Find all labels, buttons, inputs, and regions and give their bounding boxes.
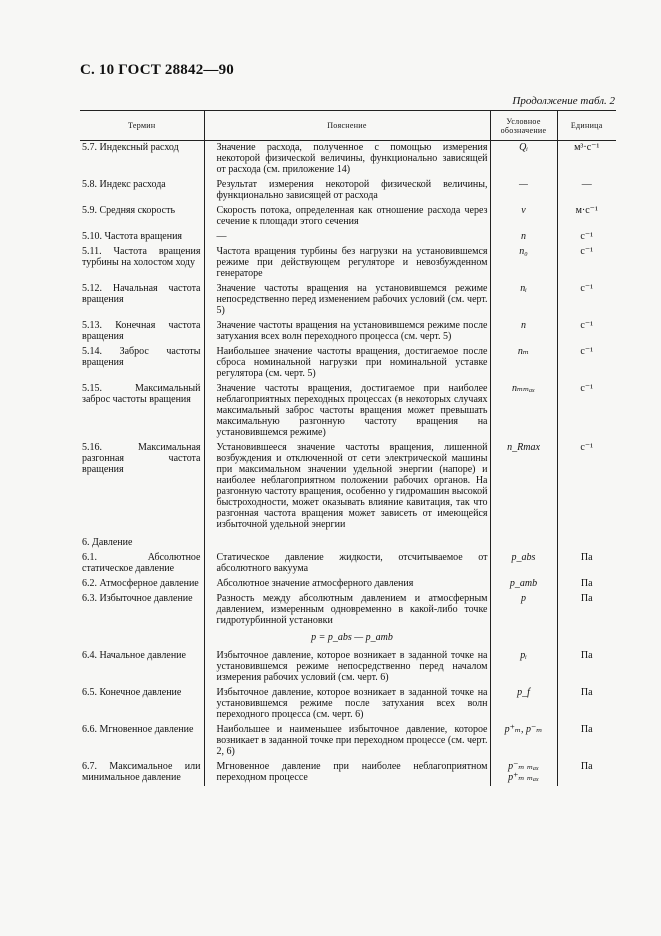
symbol-cell [490, 551, 557, 577]
symbol-cell [490, 345, 557, 382]
unit-cell: м³·с⁻¹ [557, 141, 616, 179]
explanation-cell [204, 245, 490, 282]
explanation-text: Наибольшее значение частоты вращения, достигаемое после сброса номинальной нагрузки при номинальной уставке регулятора (см. черт. 5) [216, 346, 488, 379]
term-cell: 5.9. Средняя скорость [82, 205, 176, 216]
term-cell: 6.2. Атмосферное давление [82, 578, 199, 589]
explanation-text: Значение частоты вращения, достигаемое при наиболее неблагоприятных переходных процессах (в некоторых случаях максимальный заброс частоты вращения может превышать максимальную разгонную частоту вращения на установившемся режиме) [216, 383, 488, 438]
table-row [80, 649, 616, 686]
table-row [80, 686, 616, 723]
symbol-cell [490, 723, 557, 760]
explanation-cell [204, 345, 490, 382]
table-row [80, 204, 616, 230]
table-row [80, 319, 616, 345]
symbol-text-secondary: p⁺ₘ ₘₐₓ [508, 772, 539, 783]
explanation-cell [204, 723, 490, 760]
terms-table [80, 110, 616, 786]
unit-cell [557, 533, 616, 551]
explanation-text: Значение расхода, полученное с помощью измерения некоторой физической величины, функционально зависящей от расхода (см. приложение 14) [216, 142, 488, 175]
symbol-text: nᵢ [520, 283, 527, 294]
unit-cell: м·с⁻¹ [557, 204, 616, 230]
symbol-text: n [521, 231, 526, 242]
explanation-cell [204, 592, 490, 649]
symbol-cell [490, 577, 557, 592]
explanation-cell [204, 178, 490, 204]
explanation-text: Статическое давление жидкости, отсчитываемое от абсолютного вакуума [216, 552, 488, 574]
explanation-cell [204, 551, 490, 577]
unit-cell: Па [557, 592, 616, 649]
explanation-cell [204, 686, 490, 723]
table-row [80, 577, 616, 592]
page-header: С. 10 ГОСТ 28842—90 [80, 62, 234, 78]
table-row [80, 230, 616, 245]
symbol-cell [490, 178, 557, 204]
unit-cell: Па [557, 649, 616, 686]
symbol-cell [490, 441, 557, 533]
unit-cell: Па [557, 686, 616, 723]
explanation-text: Значение частоты вращения на установившемся режиме после затухания всех волн переходного процесса (см. черт. 5) [216, 320, 488, 342]
term-cell: 5.13. Конечная частота вращения [82, 320, 201, 342]
section-row [80, 533, 616, 551]
symbol-cell [490, 686, 557, 723]
table-row [80, 592, 616, 649]
symbol-text: p [521, 593, 526, 604]
term-cell: 6.6. Мгновенное давление [82, 724, 194, 735]
symbol-text: p⁻ₘ ₘₐₓ [508, 761, 539, 772]
explanation-text: Наибольшее и наименьшее избыточное давление, которое возникает в заданной точке при переходном процессе (см. черт. 2, 6) [216, 724, 488, 757]
explanation-cell [204, 141, 490, 179]
symbol-text: n [521, 320, 526, 331]
unit-cell: с⁻¹ [557, 382, 616, 441]
explanation-text: Разность между абсолютным давлением и атмосферным давлением, измеренным одновременно в какой-либо точке гидротурбинной установки [216, 593, 488, 626]
unit-cell: Па [557, 551, 616, 577]
symbol-cell [490, 245, 557, 282]
table-row [80, 282, 616, 319]
term-cell: 5.12. Начальная частота вращения [82, 283, 201, 305]
column-header-term: Термин [80, 111, 204, 141]
explanation-cell [204, 649, 490, 686]
symbol-text: n₀ [519, 246, 528, 257]
unit-cell: с⁻¹ [557, 441, 616, 533]
unit-cell: с⁻¹ [557, 282, 616, 319]
term-cell: 5.14. Заброс частоты вращения [82, 346, 201, 368]
term-cell: 6. Давление [82, 537, 133, 548]
unit-cell: с⁻¹ [557, 319, 616, 345]
unit-cell: Па [557, 577, 616, 592]
symbol-cell [490, 382, 557, 441]
explanation-text: Избыточное давление, которое возникает в заданной точке на установившемся режиме непосредственно перед началом измерения рабочих условий (см. черт. 6) [216, 650, 488, 683]
column-header-symbol: Условное обозначение [490, 111, 557, 141]
explanation-text: — [216, 231, 227, 242]
term-cell: 6.4. Начальное давление [82, 650, 186, 661]
symbol-cell [490, 533, 557, 551]
symbol-text: v [521, 205, 526, 216]
table-row [80, 441, 616, 533]
table-row [80, 178, 616, 204]
term-cell: 5.15. Максимальный заброс частоты вращения [82, 383, 201, 405]
term-cell: 5.7. Индексный расход [82, 142, 179, 153]
explanation-text: Скорость потока, определенная как отношение расхода через сечение к площади этого сечения [216, 205, 488, 227]
explanation-cell [204, 204, 490, 230]
explanation-text: Установившееся значение частоты вращения, лишенной возбуждения и отключенной от сети электрической машины при максимальном значении удельной энергии (напоре) и наиболее неблагоприятном положении рабочих органов. На разгонную частоту вращения, особенно у гидромашин высокой быстроходности, может оказывать влияние кавитация, так что разгонная частота вращения может зависеть от имеющейся избыточной удельной энергии [216, 442, 488, 530]
symbol-cell [490, 204, 557, 230]
symbol-text: p⁺ₘ, p⁻ₘ [504, 724, 543, 735]
symbol-cell [490, 592, 557, 649]
terms-table-container [80, 110, 616, 786]
formula: p = p_abs — p_amb [311, 632, 393, 643]
symbol-cell [490, 141, 557, 179]
symbol-text: p_abs [511, 552, 536, 563]
unit-cell: Па [557, 760, 616, 786]
explanation-text: Частота вращения турбины без нагрузки на установившемся режиме при действующем регуляторе и невозбужденном генераторе [216, 246, 488, 279]
explanation-cell [204, 230, 490, 245]
symbol-text: n_Rmax [507, 442, 540, 453]
explanation-text: Абсолютное значение атмосферного давления [216, 578, 414, 589]
explanation-cell [204, 382, 490, 441]
term-cell: 6.5. Конечное давление [82, 687, 182, 698]
table-continuation-note: Продолжение табл. 2 [512, 95, 615, 107]
explanation-cell [204, 760, 490, 786]
symbol-cell [490, 760, 557, 786]
unit-cell: с⁻¹ [557, 245, 616, 282]
unit-cell: — [557, 178, 616, 204]
symbol-cell [490, 649, 557, 686]
explanation-text: Результат измерения некоторой физической величины, функционально зависящей от расхода [216, 179, 488, 201]
unit-cell: с⁻¹ [557, 345, 616, 382]
table-row [80, 345, 616, 382]
symbol-cell [490, 230, 557, 245]
term-cell: 6.3. Избыточное давление [82, 593, 193, 604]
explanation-text: Значение частоты вращения на установившемся режиме непосредственно перед изменением рабочих условий (см. черт. 5) [216, 283, 488, 316]
explanation-text: Избыточное давление, которое возникает в заданной точке на установившемся режиме после затухания всех волн переходного процесса (см. черт. 6) [216, 687, 488, 720]
symbol-cell [490, 319, 557, 345]
column-header-explanation: Пояснение [204, 111, 490, 141]
unit-cell: с⁻¹ [557, 230, 616, 245]
term-cell: 5.10. Частота вращения [82, 231, 183, 242]
term-cell: 6.7. Максимальное или минимальное давление [82, 761, 201, 783]
explanation-cell [204, 282, 490, 319]
symbol-text: nₘ [517, 346, 530, 357]
table-header-row [80, 111, 616, 141]
symbol-text: — [519, 179, 528, 190]
symbol-cell [490, 282, 557, 319]
explanation-cell [204, 319, 490, 345]
explanation-cell [204, 533, 490, 551]
table-row [80, 245, 616, 282]
symbol-text: p_f [517, 687, 530, 698]
term-cell: 5.11. Частота вращения турбины на холостом ходу [82, 246, 201, 268]
explanation-text: Мгновенное давление при наиболее неблагоприятном переходном процессе [216, 761, 488, 783]
table-row [80, 760, 616, 786]
symbol-text: Qᵢ [519, 142, 528, 153]
column-header-unit: Единица [557, 111, 616, 141]
term-cell: 5.8. Индекс расхода [82, 179, 166, 190]
explanation-cell [204, 577, 490, 592]
term-cell: 6.1. Абсолютное статическое давление [82, 552, 201, 574]
unit-cell: Па [557, 723, 616, 760]
symbol-text: p_amb [509, 578, 538, 589]
table-row [80, 382, 616, 441]
table-row [80, 551, 616, 577]
table-row [80, 723, 616, 760]
symbol-text: pᵢ [520, 650, 527, 661]
table-row [80, 141, 616, 179]
explanation-cell [204, 441, 490, 533]
term-cell: 5.16. Максимальная разгонная частота вращения [82, 442, 201, 475]
symbol-text: nₘₘₐₓ [511, 383, 536, 394]
